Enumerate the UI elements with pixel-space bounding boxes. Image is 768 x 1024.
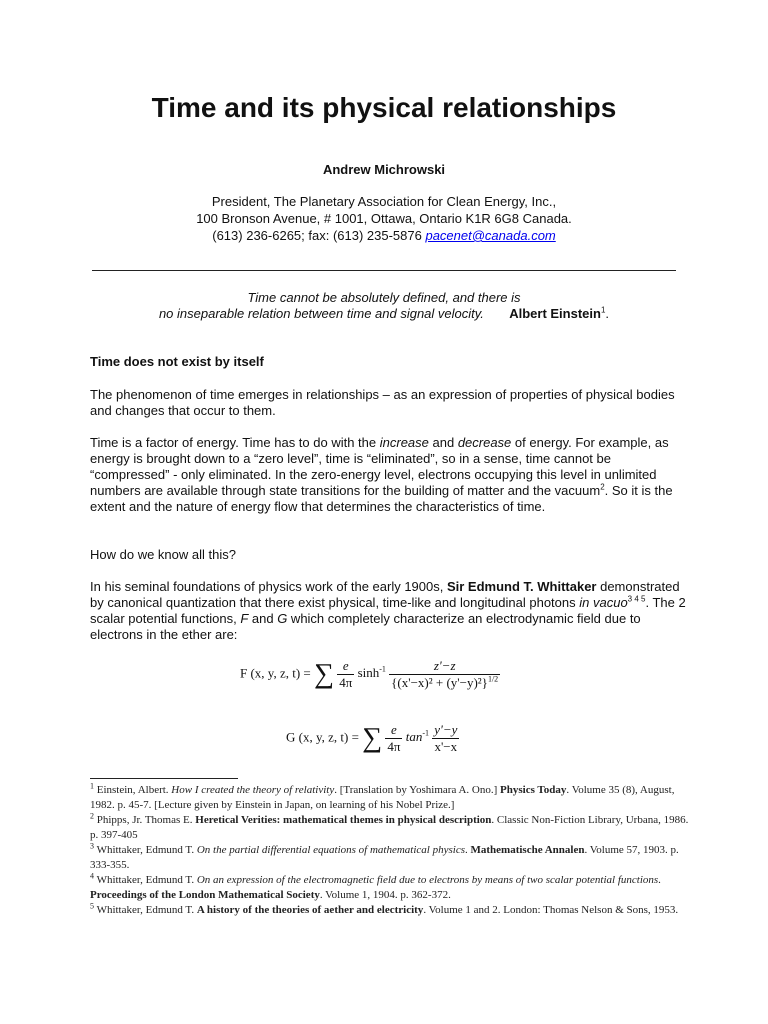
- footnote-3: $^3$ Whittaker, Edmund T. On the partial differential equations of mathematical physics. Mathematische Annalen. Volume 57, 1903. p. 333-355.: [90, 841, 679, 871]
- page-title: Time and its physical relationships: [151, 92, 617, 123]
- affiliation-line-1: President, The Planetary Association for Clean Energy, Inc.,: [211, 194, 557, 209]
- footnotes: [90, 783, 690, 918]
- epigraph: Time cannot be absolutely defined, and there is no inseparable relation between time and signal velocity. Albert Einstein$^1$.: [158, 290, 610, 321]
- epigraph-attribution: Albert Einstein: [509, 306, 601, 321]
- whittaker-name: Sir Edmund T. Whittaker: [446, 579, 597, 594]
- e-over-4pi: $\frac{e}{4\pi}$: [339, 658, 353, 690]
- tan-fn: $\tan^{-1}$: [405, 729, 430, 745]
- footnote-4: $^4$ Whittaker, Edmund T. On an expression of the electromagnetic field due to electrons by means of two scalar potential functions. Proceedings of the London Mathematical Society. Volume 1, 1904. p. 362-372.: [90, 871, 661, 901]
- author-affiliation: [0, 193, 768, 244]
- paragraph-3: How do we know all this?: [90, 547, 236, 562]
- footnote-2: $^2$ Phipps, Jr. Thomas E. Heretical Verities: mathematical themes in physical description. Classic Non-Fiction Library, Urbana, 1986. p. 397-405: [90, 811, 689, 841]
- paragraph-4: In his seminal foundations of physics work of the early 1900s, Sir Edmund T. Whittaker demonstrated by canonical quantization that there exist physical, time-like and longitudinal photons in vacuo$^{3 4 5}$. The 2 scalar potential functions, F and G which completely characterize an electrodynamic field due to electrons in the ether are:: [90, 579, 686, 642]
- footnote-ref-1[interactable]: 1: [600, 305, 606, 315]
- formula-G: [286, 722, 459, 755]
- formula-G-fraction: $\frac{y'-y}{x'-x}$: [434, 722, 458, 754]
- formula-F: [240, 658, 500, 691]
- epigraph-line-1: Time cannot be absolutely defined, and there is: [247, 290, 521, 305]
- paragraph-1: The phenomenon of time emerges in relationships – as an expression of properties of physical bodies and changes that occur to them.: [90, 387, 675, 418]
- footnote-1: $^1$ Einstein, Albert. How I created the theory of relativity. [Translation by Yoshimara A. Ono.] Physics Today. Volume 35 (8), August, 1982. p. 45-7. [Lecture given by Einstein in Japan, on learning of his Nobel Prize.]: [90, 781, 675, 811]
- email-link[interactable]: pacenet@canada.com: [425, 228, 556, 243]
- footnote-ref-2[interactable]: 2: [600, 482, 605, 492]
- e-over-4pi: $\frac{e}{4\pi}$: [387, 722, 401, 754]
- affiliation-contact: [0, 227, 768, 244]
- affiliation-line-2: 100 Bronson Avenue, # 1001, Ottawa, Ontario K1R 6G8 Canada.: [196, 211, 572, 226]
- footnote-ref-3-4-5[interactable]: 3 4 5: [627, 594, 646, 604]
- formula-G-lhs: G (x, y, z, t) =: [286, 729, 359, 745]
- author-name: Andrew Michrowski: [322, 162, 446, 177]
- formula-F-lhs: F (x, y, z, t) =: [240, 665, 311, 681]
- footnote-5: $^5$ Whittaker, Edmund T. A history of the theories of aether and electricity. Volume 1 and 2. London: Thomas Nelson & Sons, 1953.: [90, 901, 679, 916]
- section-heading: Time does not exist by itself: [90, 354, 264, 369]
- epigraph-line-2: no inseparable relation between time and signal velocity.: [158, 306, 484, 321]
- footnote-divider: [90, 778, 238, 779]
- sum-symbol: ∑: [314, 658, 334, 690]
- formula-F-fraction: $\frac{z'-z}{\{(x'-x)^2 + (y'-y)^2\}^{1/2}}$: [391, 658, 499, 690]
- sum-symbol: ∑: [362, 722, 383, 754]
- horizontal-divider: [92, 270, 676, 271]
- phone-fax: (613) 236-6265; fax: (613) 235-5876: [212, 228, 422, 243]
- paragraph-2: Time is a factor of energy. Time has to do with the increase and decrease of energy. For example, as energy is brought down to a “zero level”, time is “eliminated”, so in a sense, time cannot be “compressed” - only eliminated. In the zero-energy level, electrons occupying this level in unlimited numbers are available through state transitions for the building of matter and the vacuum$^2$. So it is the extent and the nature of energy flow that determines the characteristics of time.: [90, 435, 673, 514]
- sinh-fn: $\sinh^{-1}$: [357, 665, 386, 681]
